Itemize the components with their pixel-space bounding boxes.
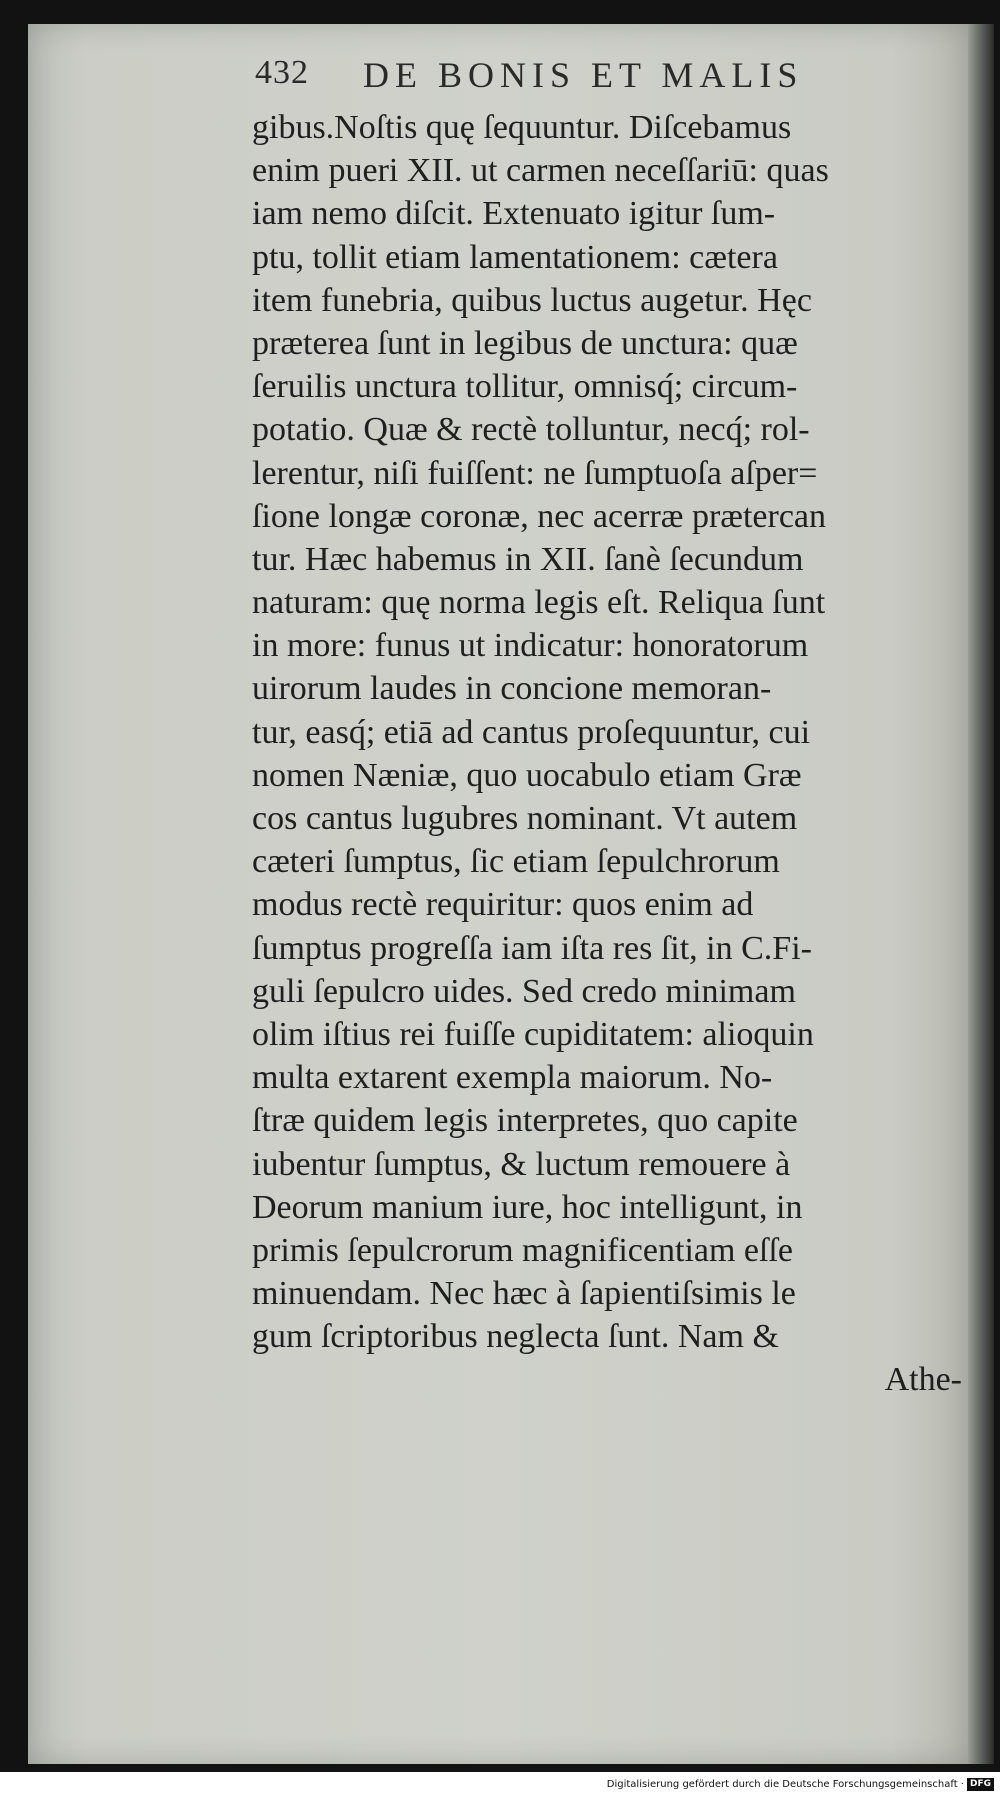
text-line: guli ſepulcro uides. Sed credo minimam: [252, 972, 796, 1010]
text-line: olim iſtius rei fuiſſe cupiditatem: alioquin: [252, 1015, 814, 1053]
text-line: ptu, tollit etiam lamentationem: cætera: [252, 238, 778, 276]
text-line: ſtræ quidem legis interpretes, quo capite: [252, 1102, 798, 1140]
text-line: præterea ſunt in legibus de unctura: quæ: [252, 324, 798, 362]
catchword: Athe-: [884, 1361, 962, 1399]
text-line: cos cantus lugubres nominant. Vt autem: [252, 800, 798, 837]
text-line: modus rectè requiritur: quos enim ad: [252, 886, 754, 924]
dfg-logo: DFG: [967, 1778, 994, 1791]
text-line: multa extarent exempla maiorum. No-: [252, 1059, 773, 1097]
text-line: item funebria, quibus luctus augetur. Hęc: [252, 281, 812, 319]
text-line: Deorum manium iure, hoc intelligunt, in: [252, 1188, 803, 1226]
text-line: iubentur ſumptus, & luctum remouere à: [252, 1145, 791, 1183]
digitization-credit: [607, 1778, 994, 1791]
text-line: nomen Næniæ, quo uocabulo etiam Græ: [252, 756, 802, 794]
running-head: DE BONIS ET MALIS: [363, 55, 804, 95]
text-line: cæteri ſumptus, ſic etiam ſepulchrorum: [252, 843, 780, 881]
text-line: uirorum laudes in concione memoran-: [252, 670, 772, 708]
text-line: gibus.Noſtis quę ſequuntur. Diſcebamus: [252, 109, 792, 146]
text-line: tur, easq́; etiā ad cantus proſequuntur, cui: [252, 713, 811, 751]
page-header: [255, 48, 895, 104]
text-line: ſeruilis unctura tollitur, omnisq́; circum-: [252, 368, 798, 406]
text-line: primis ſepulcrorum magnificentiam eſſe: [252, 1231, 793, 1269]
text-line: potatio. Quæ & rectè tolluntur, necq́; rol-: [252, 411, 810, 449]
text-line: gum ſcriptoribus neglecta ſunt. Nam &: [252, 1318, 779, 1356]
text-line: minuendam. Nec hæc à ſapientiſsimis le: [252, 1275, 796, 1313]
text-line: ſumptus progreſſa iam iſta res ſit, in C.Fi-: [252, 929, 812, 967]
text-line: tur. Hæc habemus in XII. ſanè ſecundum: [252, 540, 804, 578]
body-text: [252, 106, 974, 1402]
text-line: in more: funus ut indicatur: honoratorum: [252, 627, 809, 665]
text-line: enim pueri XII. ut carmen neceſſariū: quas: [252, 152, 829, 190]
text-line: naturam: quę norma legis eſt. Reliqua ſunt: [252, 584, 826, 622]
text-line: lerentur, niſi fuiſſent: ne ſumptuoſa aſper=: [252, 454, 818, 492]
page-number: 432: [255, 54, 309, 91]
credit-text: Digitalisierung gefördert durch die Deutsche Forschungsgemeinschaft ·: [606, 1779, 964, 1790]
text-line: ſione longæ coronæ, nec acerræ prætercan: [252, 497, 827, 535]
text-line: iam nemo diſcit. Extenuato igitur ſum-: [252, 195, 776, 233]
